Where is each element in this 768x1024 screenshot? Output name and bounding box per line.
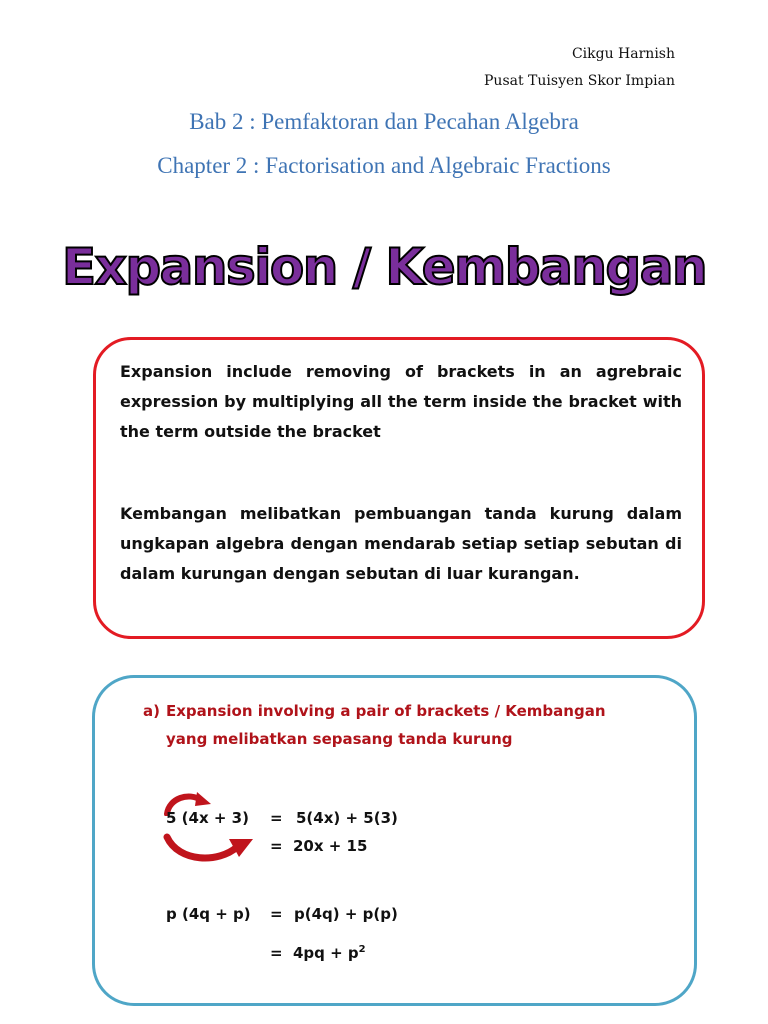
- example-2-step: p(4q) + p(p): [294, 905, 398, 923]
- section-label: a): [143, 702, 160, 720]
- example-1-result: 20x + 15: [293, 837, 368, 855]
- example-2-result-base: 4pq + p: [293, 944, 359, 962]
- chapter-title-english: Chapter 2 : Factorisation and Algebraic Fractions: [157, 153, 611, 178]
- tuition-center-name: Pusat Tuisyen Skor Impian: [484, 73, 675, 89]
- example-2-result-equals: =: [270, 944, 283, 962]
- example-1-step: 5(4x) + 5(3): [296, 809, 398, 827]
- curved-arrow-lower-icon: [163, 833, 255, 863]
- definition-english: Expansion include removing of brackets in an agrebraic expression by multiplying all the term inside the bracket with the term outside the bracket: [120, 362, 682, 441]
- example-2-expression: p (4q + p): [166, 905, 251, 923]
- chapter-title-malay: Bab 2 : Pemfaktoran dan Pecahan Algebra: [189, 109, 579, 134]
- example-2-equals: =: [270, 905, 283, 923]
- section-heading: Expansion involving a pair of brackets / Kembangan yang melibatkan sepasang tanda kurung: [166, 702, 606, 748]
- example-1-equals: =: [270, 809, 283, 827]
- definition-malay: Kembangan melibatkan pembuangan tanda kurung dalam ungkapan algebra dengan mendarab setiap setiap sebutan di dalam kurungan dengan sebutan di luar kurangan.: [120, 504, 682, 583]
- author-name: Cikgu Harnish: [571, 46, 675, 62]
- example-2-result: [293, 944, 366, 962]
- example-1-result-equals: =: [270, 837, 283, 855]
- example-1-expression: 5 (4x + 3): [166, 809, 249, 827]
- example-2-result-exponent: 2: [358, 944, 366, 955]
- page-title: Expansion / Kembangan: [61, 238, 707, 296]
